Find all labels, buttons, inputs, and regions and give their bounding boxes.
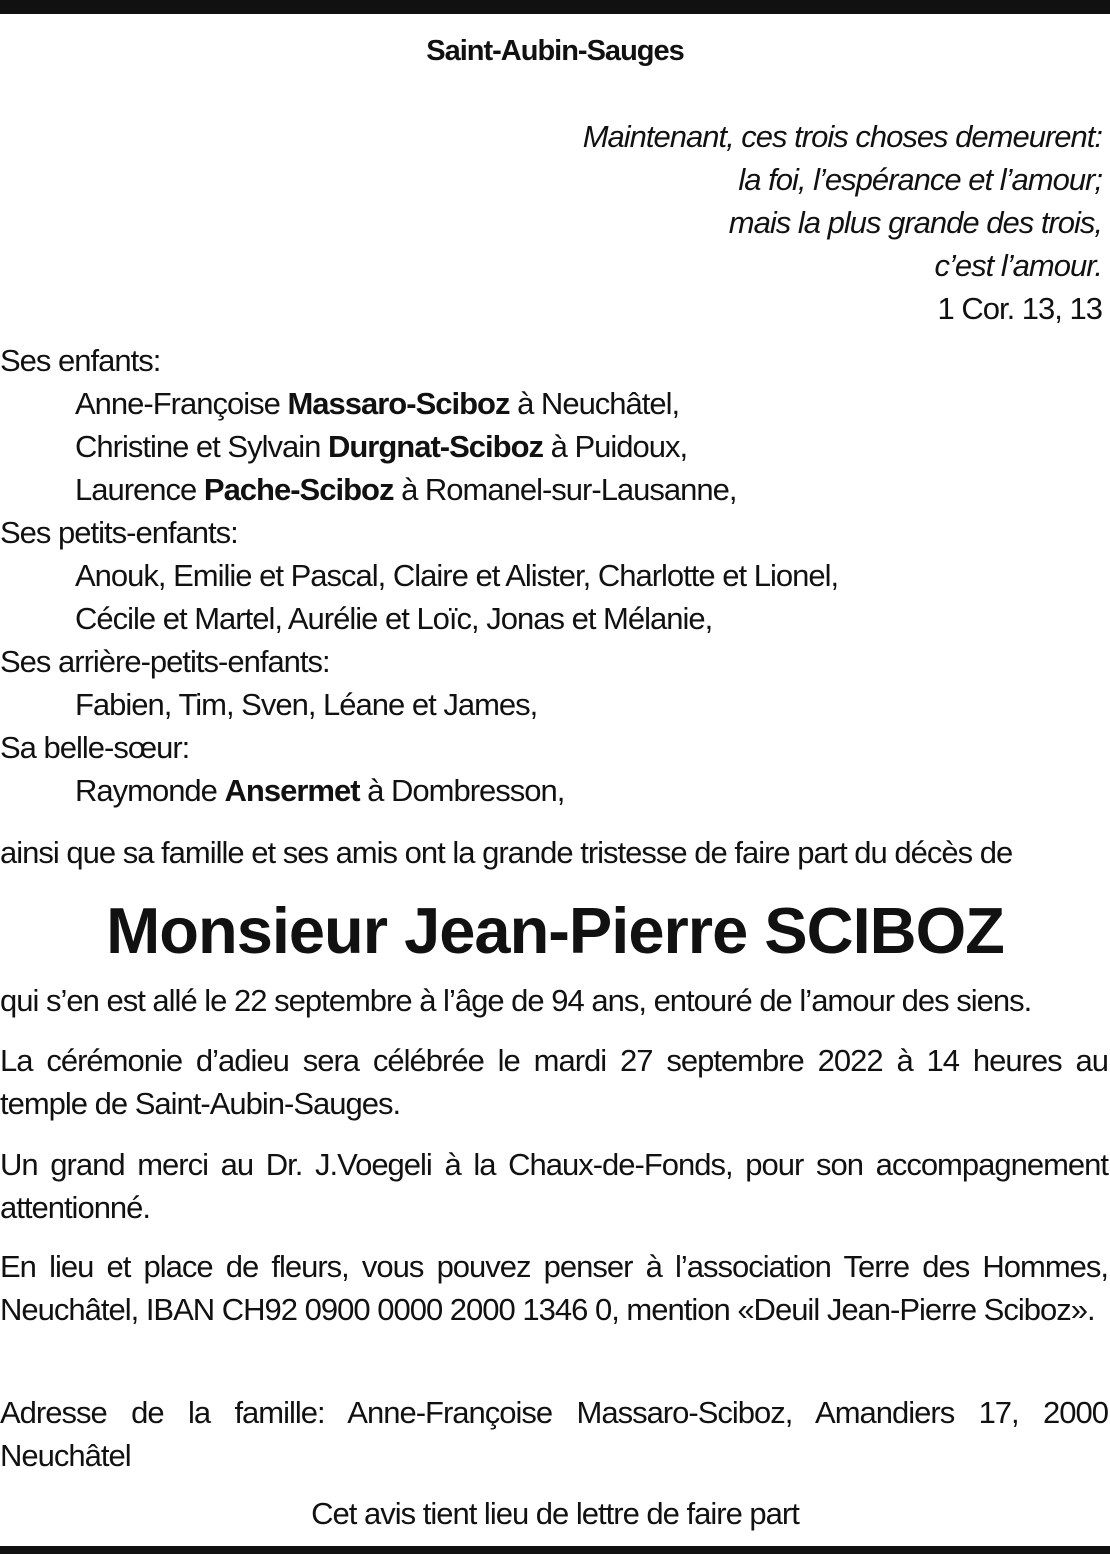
member-first-name: Anne-Françoise [75, 386, 288, 421]
verse-line: c’est l’amour. [934, 248, 1102, 283]
grandchildren-line: Cécile et Martel, Aurélie et Loïc, Jonas et Mélanie, [75, 601, 713, 636]
member-first-name: Raymonde [75, 773, 225, 808]
grandchildren-label: Ses petits-enfants: [0, 515, 238, 550]
passing-text: qui s’en est allé le 22 septembre à l’âge de 94 ans, entouré de l’amour des siens. [0, 983, 1032, 1018]
family-member [0, 382, 1110, 425]
great-grandchildren-label: Ses arrière-petits-enfants: [0, 644, 330, 679]
family-member [0, 468, 1110, 511]
announcement-text: ainsi que sa famille et ses amis ont la grande tristesse de faire part du décès de [0, 835, 1013, 870]
children-label: Ses enfants: [0, 343, 161, 378]
bottom-rule [0, 1546, 1110, 1554]
member-last-name: Massaro-Sciboz [287, 386, 510, 421]
verse-line: mais la plus grande des trois, [728, 205, 1102, 240]
family-member [0, 769, 1110, 812]
family-member [0, 425, 1110, 468]
ceremony-text: La cérémonie d’adieu sera célébrée le mardi 27 septembre 2022 à 14 heures au temple de Saint-Aubin-Sauges. [0, 1043, 1108, 1121]
member-first-name: Christine et Sylvain [75, 429, 328, 464]
deceased-name: Monsieur Jean-Pierre SCIBOZ [106, 894, 1004, 967]
grandchildren-line: Anouk, Emilie et Pascal, Claire et Alister, Charlotte et Lionel, [75, 558, 839, 593]
member-last-name: Ansermet [224, 773, 360, 808]
member-last-name: Durgnat-Sciboz [327, 429, 544, 464]
member-first-name: Laurence [75, 472, 204, 507]
verse-line: Maintenant, ces trois choses demeurent: [582, 119, 1102, 154]
member-place: à Neuchâtel, [509, 386, 680, 421]
family-list [0, 339, 1110, 812]
verse-reference: 1 Cor. 13, 13 [937, 291, 1102, 326]
family-address: Adresse de la famille: Anne-Françoise Massaro-Sciboz, Amandiers 17, 2000 Neuchâtel [0, 1395, 1108, 1473]
great-grandchildren-line: Fabien, Tim, Sven, Léane et James, [75, 687, 538, 722]
member-place: à Dombresson, [359, 773, 565, 808]
verse-line: la foi, l’espérance et l’amour; [738, 162, 1102, 197]
sister-in-law-label: Sa belle-sœur: [0, 730, 190, 765]
bible-verse [583, 115, 1102, 330]
member-last-name: Pache-Sciboz [203, 472, 394, 507]
member-place: à Puidoux, [543, 429, 688, 464]
footer-note: Cet avis tient lieu de lettre de faire part [311, 1496, 799, 1531]
thanks-text: Un grand merci au Dr. J.Voegeli à la Chaux-de-Fonds, pour son accompagnement attentionné. [0, 1147, 1108, 1225]
location-heading: Saint-Aubin-Sauges [426, 35, 684, 67]
member-place: à Romanel-sur-Lausanne, [393, 472, 737, 507]
donation-text: En lieu et place de fleurs, vous pouvez penser à l’association Terre des Hommes, Neuchâtel, IBAN CH92 0900 0000 2000 1346 0, mention «Deuil Jean-Pierre Sciboz». [0, 1249, 1108, 1327]
